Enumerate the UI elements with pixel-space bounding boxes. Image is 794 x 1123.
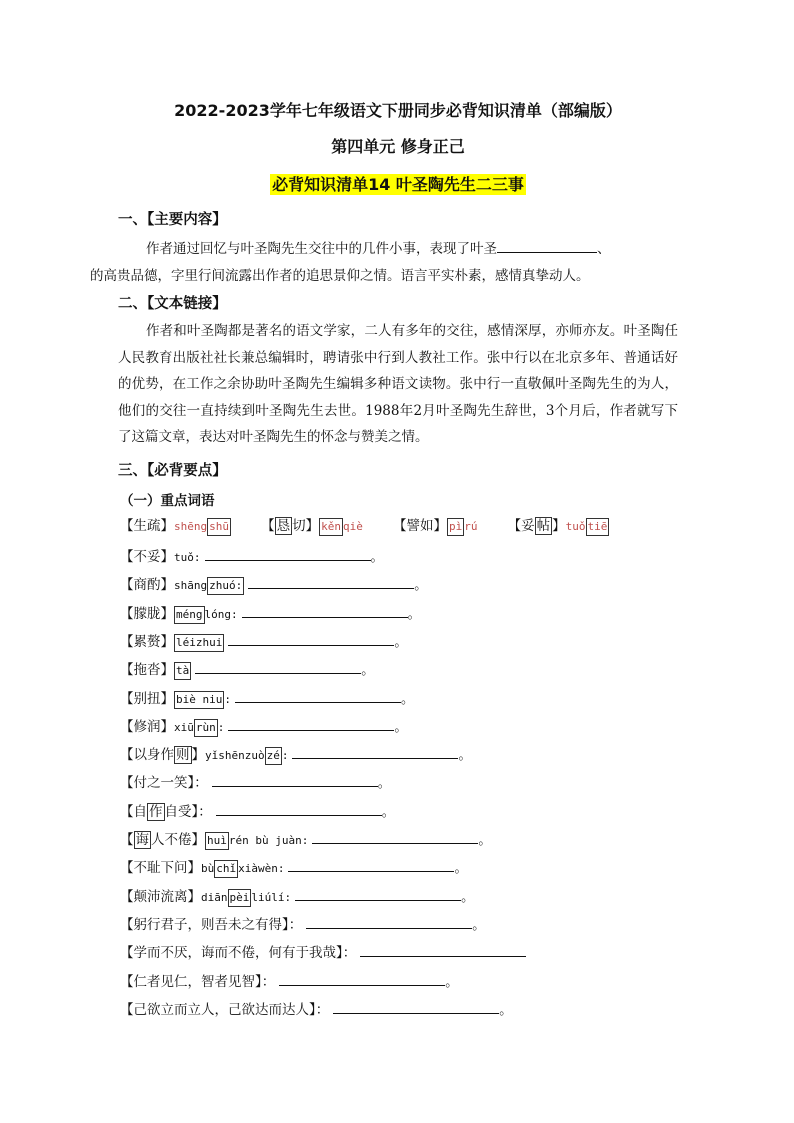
vocab-term: 【自 bbox=[120, 803, 147, 820]
list-title-highlight: 必背知识清单14 叶圣陶先生二三事 bbox=[272, 175, 524, 194]
fill-blank[interactable] bbox=[242, 603, 408, 618]
vocab-term: 【不妥】 bbox=[120, 549, 174, 565]
pinyin: bù bbox=[201, 862, 215, 876]
vocab-term: 【仁者见仁，智者见智】： bbox=[120, 973, 276, 990]
fill-blank[interactable] bbox=[228, 716, 394, 731]
vocab-row bbox=[120, 659, 374, 679]
fill-blank[interactable] bbox=[497, 238, 597, 253]
pinyin: chǐ bbox=[214, 860, 238, 878]
row-end-punctuation: 。 bbox=[478, 833, 492, 848]
vocab-row bbox=[120, 999, 512, 1019]
vocab-term: 【修润】 bbox=[120, 718, 174, 735]
vocab-term: 【颠沛流离】 bbox=[120, 888, 201, 905]
section-main-content-heading: 一、【主要内容】 bbox=[118, 212, 227, 228]
main-content-text-b: 、 bbox=[597, 241, 611, 257]
row-end-punctuation: 。 bbox=[381, 804, 395, 820]
row-end-punctuation: 。 bbox=[394, 719, 408, 735]
main-content-text-a: 作者通过回忆与叶圣陶先生交往中的几件小事，表现了叶圣 bbox=[146, 241, 497, 257]
vocab-term: 自受】： bbox=[164, 803, 212, 820]
row-end-punctuation: 。 bbox=[394, 634, 408, 650]
fill-blank[interactable] bbox=[235, 688, 401, 703]
vocab-term: 【商酌】 bbox=[120, 577, 174, 594]
pinyin: huì bbox=[205, 832, 229, 850]
vocab-term: 【己欲立而立人，己欲达而达人】： bbox=[120, 1001, 330, 1018]
pinyin: yǐshēnzuò bbox=[205, 749, 265, 763]
pinyin: : bbox=[281, 749, 289, 763]
row-end-punctuation: 。 bbox=[445, 974, 459, 990]
pinyin: diān bbox=[201, 890, 228, 904]
section-text-link-text: 作者和叶圣陶都是著名的语文学家，二人有多年的交往，感情深厚，亦师亦友。叶圣陶任人民教育出版社社长兼总编辑时，聘请张中行到人教社工作。张中行以在北京多年、普通话好的优势，在工作之余协助叶圣陶先生编辑多种语文读物。张中行一直敬佩叶圣陶先生的为人，他们的交往一直持续到叶圣陶先生去世。1988年2月叶圣陶先生辞世，3个月后，作者就写下了这篇文章，表达对叶圣陶先生的怀念与赞美之情。 bbox=[118, 323, 678, 445]
row-end-punctuation: 。 bbox=[454, 861, 468, 877]
pinyin: tà bbox=[174, 662, 191, 680]
fill-blank[interactable] bbox=[288, 857, 454, 872]
fill-blank[interactable] bbox=[292, 744, 458, 759]
row-end-punctuation: 。 bbox=[377, 776, 391, 792]
vocab-term: 【朦胧】 bbox=[120, 605, 174, 622]
fill-blank[interactable] bbox=[248, 574, 414, 589]
pinyin: léizhui bbox=[174, 634, 224, 652]
vocab-row bbox=[120, 772, 391, 792]
fill-blank[interactable] bbox=[312, 829, 478, 844]
fill-blank[interactable] bbox=[295, 886, 461, 901]
vocab-row bbox=[120, 886, 474, 906]
fill-blank[interactable] bbox=[306, 914, 472, 929]
pinyin: shāng bbox=[174, 579, 208, 593]
vocab-term: 【以身作 bbox=[120, 747, 174, 764]
row-end-punctuation: 。 bbox=[361, 663, 375, 679]
pinyin: rén bù juàn: bbox=[228, 834, 309, 847]
fill-blank[interactable] bbox=[212, 772, 378, 787]
row-end-punctuation: 。 bbox=[370, 550, 384, 565]
pinyin: xiū bbox=[174, 720, 194, 734]
word-item: 【生疏】shēng shū bbox=[120, 518, 229, 534]
vocab-row bbox=[120, 829, 491, 849]
fill-blank[interactable] bbox=[205, 546, 371, 561]
word-item: 【妥 帖 】tuǒ tiē bbox=[507, 518, 608, 534]
vocab-row bbox=[120, 546, 384, 566]
vocab-row bbox=[120, 574, 427, 594]
document-title: 2022-2023学年七年级语文下册同步必背知识清单（部编版） bbox=[174, 101, 622, 120]
key-words-subheading: （一）重点词语 bbox=[120, 493, 215, 509]
vocab-term: 则 bbox=[176, 747, 190, 764]
row-end-punctuation: 。 bbox=[499, 1002, 513, 1018]
fill-blank[interactable] bbox=[360, 942, 526, 957]
word-item: 【譬如】 pì rú bbox=[393, 518, 478, 534]
pinyin: zé bbox=[265, 747, 282, 765]
row-end-punctuation: 。 bbox=[472, 917, 486, 933]
main-content-text-c: 的高贵品德，字里行间流露出作者的追思景仰之情。语言平实朴素，感情真挚动人。 bbox=[90, 267, 590, 284]
pinyin: : bbox=[217, 720, 225, 734]
pinyin: liúlí: bbox=[251, 890, 292, 904]
vocab-term: 【累赘】 bbox=[120, 633, 174, 650]
vocab-term: 【拖沓】 bbox=[120, 662, 174, 679]
pinyin: méng bbox=[174, 606, 205, 624]
fill-blank[interactable] bbox=[279, 971, 445, 986]
row-end-punctuation: 。 bbox=[461, 889, 475, 905]
pinyin: zhuó: bbox=[207, 577, 244, 595]
vocab-row bbox=[120, 914, 485, 934]
vocab-term: 】 bbox=[191, 747, 205, 764]
section-text-link-heading: 二、【文本链接】 bbox=[118, 296, 227, 312]
fill-blank[interactable] bbox=[195, 659, 361, 674]
vocab-row bbox=[120, 716, 407, 736]
row-end-punctuation: 。 bbox=[458, 748, 472, 764]
pinyin: rùn bbox=[194, 719, 218, 737]
list-title bbox=[118, 172, 678, 195]
pinyin: pèi bbox=[228, 889, 252, 907]
vocab-row bbox=[120, 801, 395, 821]
pinyin: : bbox=[224, 692, 231, 706]
vocab-term: 诲 bbox=[135, 832, 149, 848]
vocab-row bbox=[120, 688, 414, 708]
vocab-term: 【 bbox=[120, 832, 134, 848]
pinyin: tuǒ: bbox=[174, 551, 201, 564]
vocab-term: 【不耻下问】 bbox=[120, 860, 201, 877]
fill-blank[interactable] bbox=[216, 801, 382, 816]
pinyin: xiàwèn: bbox=[238, 862, 285, 876]
vocab-term: 人不倦】 bbox=[151, 832, 205, 848]
pinyin: biè niu bbox=[174, 691, 224, 709]
vocab-term: 【别扭】 bbox=[120, 690, 174, 707]
vocab-row bbox=[120, 857, 468, 877]
vocab-term: 【躬行君子，则吾未之有得】： bbox=[120, 916, 303, 933]
vocab-row bbox=[120, 971, 458, 991]
unit-title: 第四单元 修身正己 bbox=[331, 137, 465, 156]
vocab-row bbox=[120, 631, 407, 651]
section-main-content-text bbox=[90, 236, 678, 289]
row-end-punctuation: 。 bbox=[414, 578, 428, 594]
vocab-term: 【学而不厌，诲而不倦，何有于我哉】： bbox=[120, 945, 357, 962]
vocab-term: 【付之一笑】： bbox=[120, 775, 208, 792]
vocab-term: 作 bbox=[149, 803, 163, 820]
word-item: 【 恳 切】 kěn qiè bbox=[261, 518, 363, 534]
fill-blank[interactable] bbox=[228, 631, 394, 646]
vocab-row bbox=[120, 942, 526, 962]
row-end-punctuation: 。 bbox=[407, 606, 421, 622]
vocab-row bbox=[120, 744, 472, 764]
row-end-punctuation: 。 bbox=[400, 691, 414, 707]
key-words-first-row bbox=[120, 516, 609, 536]
section-key-points-heading: 三、【必背要点】 bbox=[118, 463, 227, 479]
vocab-row bbox=[120, 603, 421, 623]
pinyin: lóng: bbox=[204, 607, 238, 621]
fill-blank[interactable] bbox=[333, 999, 499, 1014]
